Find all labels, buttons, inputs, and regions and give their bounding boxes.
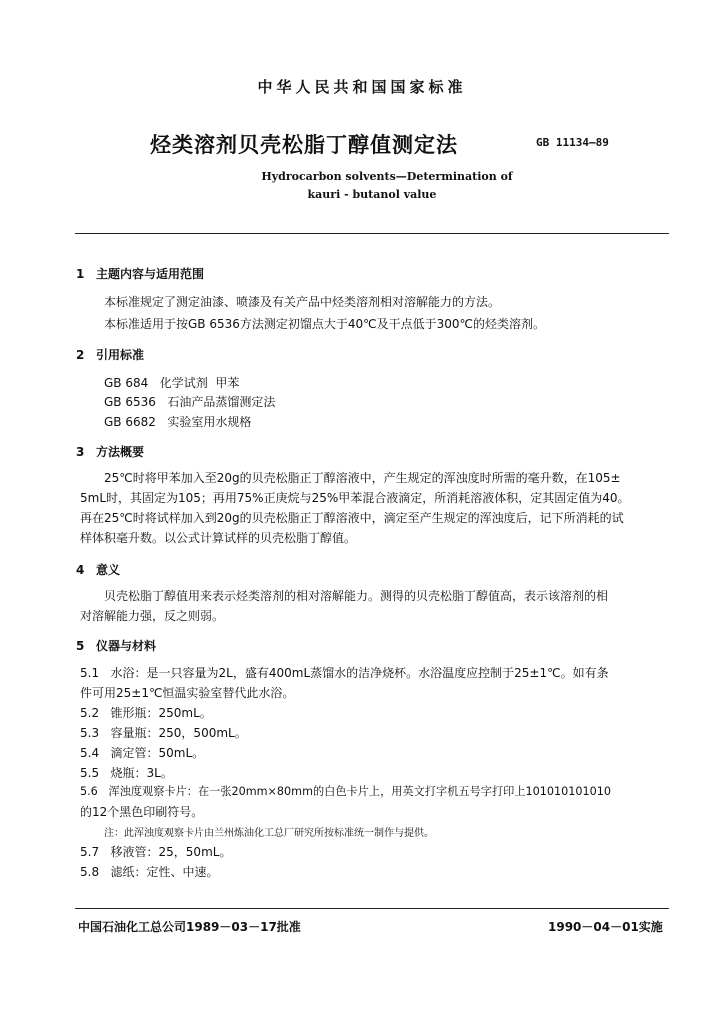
item-line: 5.8 滤纸：定性、中速。	[80, 865, 219, 879]
paragraph-line: 样体积毫升数。以公式计算试样的贝壳松脂丁醇值。	[80, 531, 357, 545]
item-line: 的12个黑色印刷符号。	[80, 805, 204, 819]
item-line: 5.4 滴定管：50mL。	[80, 746, 205, 760]
section-number: 3	[76, 445, 85, 459]
item-line: 5.1 水浴：是一只容量为2L，盛有400mL蒸馏水的洁净烧杯。水浴温度应控制于25±1℃。如有条	[80, 666, 609, 680]
section-3-heading	[76, 443, 144, 460]
item-line: 5.5 烧瓶：3L。	[80, 766, 173, 780]
section-4-heading	[76, 561, 120, 578]
item-line: 5.3 容量瓶：250，500mL。	[80, 726, 247, 740]
item-line: 5.2 锥形瓶：250mL。	[80, 706, 212, 720]
footer-rule	[75, 908, 669, 909]
section-number: 4	[76, 563, 85, 577]
item-line: 件可用25±1℃恒温实验室替代此水浴。	[80, 686, 295, 700]
header-rule	[75, 233, 669, 234]
section-5-heading	[76, 637, 156, 654]
section-title: 仪器与材料	[96, 639, 157, 653]
reference-item: GB 6536 石油产品蒸馏测定法	[104, 395, 276, 409]
section-2-heading	[76, 346, 144, 363]
section-title: 意义	[96, 563, 121, 577]
paragraph-line: 本标准适用于按GB 6536方法测定初馏点大于40℃及干点低于300℃的烃类溶剂。	[104, 317, 546, 331]
section-number: 1	[76, 267, 85, 281]
section-title: 主题内容与适用范围	[96, 267, 205, 281]
document-title: 烃类溶剂贝壳松脂丁醇值测定法	[150, 133, 458, 157]
paragraph-line: 对溶解能力强，反之则弱。	[80, 609, 225, 623]
section-1-heading	[76, 265, 204, 282]
standard-number: GB 11134—89	[536, 136, 609, 149]
note: 注：此浑浊度观察卡片由兰州炼油化工总厂研究所按标准统一制作与提供。	[104, 828, 434, 839]
implementation-date: 1990－04－01实施	[548, 920, 663, 934]
paragraph-line: 贝壳松脂丁醇值用来表示烃类溶剂的相对溶解能力。测得的贝壳松脂丁醇值高，表示该溶剂的相	[104, 589, 609, 603]
paragraph-line: 再在25℃时将试样加入到20g的贝壳松脂正丁醇溶液中，滴定至产生规定的浑浊度后，记下所消耗的试	[80, 511, 624, 525]
section-number: 5	[76, 639, 85, 653]
section-title: 方法概要	[96, 445, 145, 459]
approval-date: 中国石油化工总公司1989－03－17批准	[78, 920, 301, 934]
english-title-line1: Hydrocarbon solvents—Determination of	[261, 170, 513, 183]
paragraph-line: 25℃时将甲苯加入至20g的贝壳松脂正丁醇溶液中，产生规定的浑浊度时所需的毫升数，在105±	[104, 471, 621, 485]
reference-item: GB 6682 实验室用水规格	[104, 415, 252, 429]
section-title: 引用标准	[96, 348, 145, 362]
english-title-line2: kauri - butanol value	[307, 188, 437, 201]
item-line: 5.7 移液管：25，50mL。	[80, 845, 232, 859]
paragraph-line: 5mL时，其固定为105；再用75%正庚烷与25%甲苯混合液滴定，所消耗溶液体积，定其固定值为40。	[80, 491, 630, 505]
item-line: 5.6 浑浊度观察卡片：在一张20mm×80mm的白色卡片上，用英文打字机五号字打印上101010101010	[80, 785, 611, 798]
reference-item: GB 684 化学试剂 甲苯	[104, 376, 240, 390]
section-number: 2	[76, 348, 85, 362]
standard-header: 中华人民共和国国家标准	[257, 78, 467, 96]
paragraph-line: 本标准规定了测定油漆、喷漆及有关产品中烃类溶剂相对溶解能力的方法。	[104, 295, 501, 309]
